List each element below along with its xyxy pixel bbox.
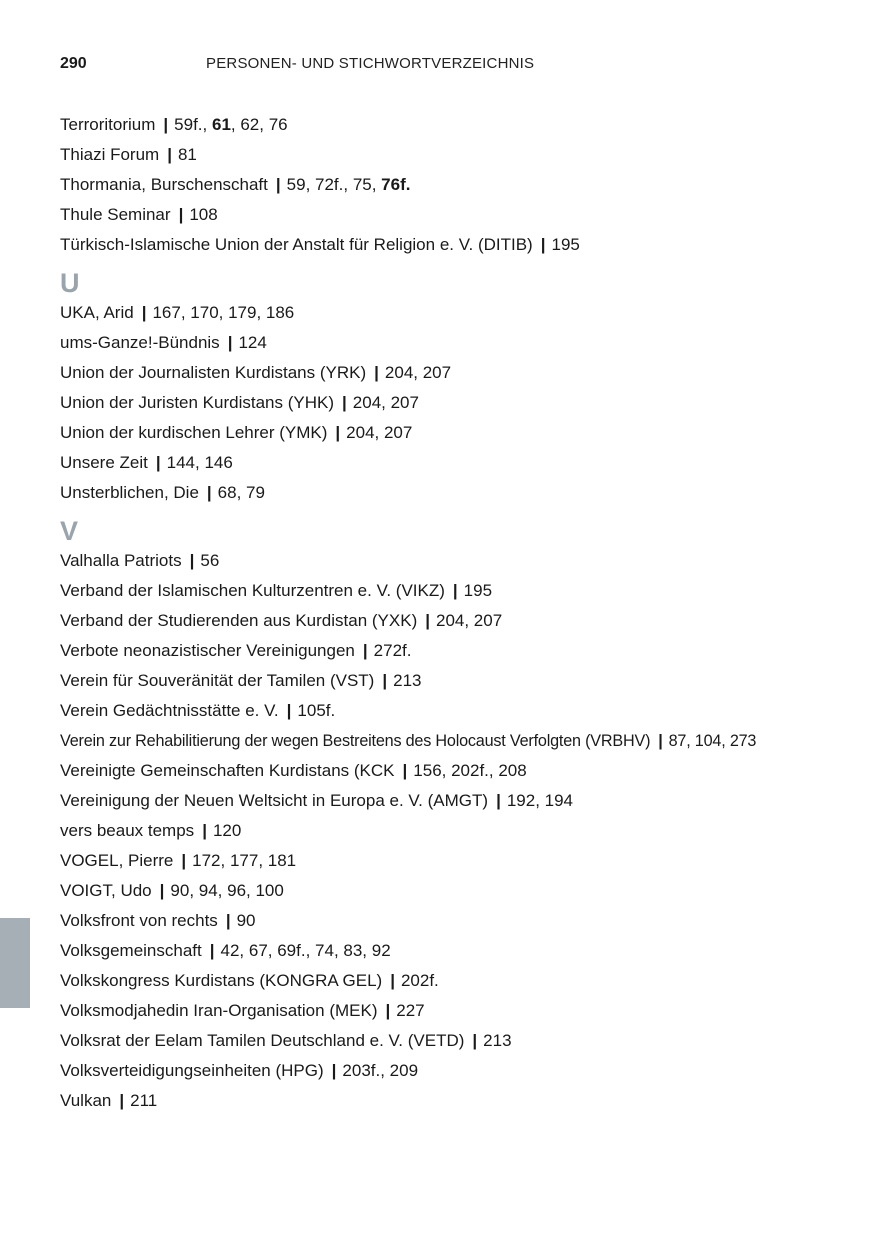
entry-page-refs [393, 671, 421, 690]
entry-separator: | [402, 761, 408, 780]
index-entry [60, 1056, 860, 1086]
entry-separator: | [206, 483, 212, 502]
entry-term: Verband der Studierenden aus Kurdistan (YXK) [60, 611, 418, 630]
entry-separator: | [225, 911, 231, 930]
entry-term: Thiazi Forum [60, 145, 160, 164]
entry-term: Unsterblichen, Die [60, 483, 199, 502]
index-entry [60, 170, 860, 200]
entry-page-refs [200, 551, 219, 570]
page-ref: 68, 79 [217, 483, 265, 502]
index-entry [60, 666, 860, 696]
entry-separator: | [155, 453, 161, 472]
entry-term: Union der Journalisten Kurdistans (YRK) [60, 363, 367, 382]
entry-page-refs [297, 701, 335, 720]
page-ref: 203f., 209 [342, 1061, 419, 1080]
entry-separator: | [540, 235, 546, 254]
entry-separator: | [496, 791, 501, 810]
entry-page-refs [238, 333, 266, 352]
index-entry [60, 388, 860, 418]
page-ref: 211 [130, 1091, 158, 1110]
index-entry [60, 966, 860, 996]
entry-term: Valhalla Patriots [60, 551, 182, 570]
entry-page-refs [374, 641, 412, 660]
entry-term: Volksmodjahedin Iran-Organisation (MEK) [60, 1001, 378, 1020]
page-ref: 204, 207 [352, 393, 419, 412]
entry-separator: | [342, 393, 347, 412]
entry-separator: | [335, 423, 341, 442]
page-ref: 156, 202f., 208 [413, 761, 527, 780]
running-title: PERSONEN- UND STICHWORTVERZEICHNIS [206, 55, 535, 72]
page-ref: 42, 67, 69f., 74, 83, 92 [220, 941, 391, 960]
entry-separator: | [209, 941, 215, 960]
entry-term: Terroritorium [60, 115, 156, 134]
entry-page-refs [346, 423, 412, 442]
page-ref: 87, 104, 273 [668, 732, 757, 750]
index-entry [60, 786, 860, 816]
page-ref: 213 [393, 671, 422, 690]
entry-separator: | [331, 1061, 337, 1080]
page-ref: 202f. [400, 971, 439, 990]
letter-heading: V [60, 516, 79, 546]
entry-page-refs [221, 941, 391, 960]
index-entry [60, 418, 860, 448]
index-entry [60, 1026, 860, 1056]
entry-term: Vereinigte Gemeinschaften Kurdistans (KCK [60, 761, 395, 780]
index-entry [60, 478, 860, 508]
index-entry [60, 996, 860, 1026]
entry-term: VOGEL, Pierre [60, 851, 174, 870]
entry-page-refs [237, 911, 256, 930]
page-ref: 195 [551, 235, 580, 254]
entry-separator: | [181, 851, 187, 870]
entry-term: Verband der Islamischen Kulturzentren e. V. (VIKZ) [60, 581, 445, 600]
page-ref: 172, 177, 181 [192, 851, 297, 870]
entry-page-refs [174, 115, 287, 134]
index-entry [60, 576, 860, 606]
entry-separator: | [141, 303, 147, 322]
index-entry [60, 546, 860, 576]
entry-term: Verein für Souveränität der Tamilen (VST) [60, 671, 375, 690]
entry-page-refs [130, 1091, 157, 1110]
entry-page-refs [413, 761, 526, 780]
entry-term: Türkisch-Islamische Union der Anstalt für Religion e. V. (DITIB) [60, 235, 533, 254]
index-entry [60, 636, 860, 666]
page-ref: 105f. [297, 701, 336, 720]
page-ref-primary: 61 [211, 115, 231, 134]
page-header [60, 55, 837, 79]
page-ref: 227 [396, 1001, 425, 1020]
entry-term: Unsere Zeit [60, 453, 148, 472]
page-ref: 124 [238, 333, 267, 352]
page-ref: 81 [177, 145, 197, 164]
index-entry [60, 298, 860, 328]
entry-page-refs [401, 971, 439, 990]
page-ref: 59, 72f., 75, [286, 175, 382, 194]
entry-term: Vereinigung der Neuen Weltsicht in Europa e. V. (AMGT) [60, 791, 489, 810]
entry-separator: | [382, 671, 388, 690]
entry-separator: | [658, 732, 663, 750]
entry-page-refs [483, 1031, 511, 1050]
index-entry [60, 328, 860, 358]
entry-page-refs [178, 145, 197, 164]
entry-page-refs [287, 175, 411, 194]
index-entry [60, 816, 860, 846]
entry-page-refs [464, 581, 492, 600]
index-entry [60, 140, 860, 170]
entry-term: Volksverteidigungseinheiten (HPG) [60, 1061, 324, 1080]
page-ref: 144, 146 [166, 453, 233, 472]
index-entry [60, 936, 860, 966]
index-entry [60, 846, 860, 876]
entry-separator: | [362, 641, 368, 660]
entry-page-refs [436, 611, 502, 630]
entry-separator: | [452, 581, 458, 600]
entry-term: Thule Seminar [60, 205, 171, 224]
entry-term: Volksgemeinschaft [60, 941, 202, 960]
entry-separator: | [374, 363, 379, 382]
entry-page-refs [189, 205, 217, 224]
entry-page-refs [353, 393, 419, 412]
entry-term: vers beaux temps [60, 821, 195, 840]
entry-term: VOIGT, Udo [60, 881, 152, 900]
index-entry [60, 696, 860, 726]
entry-separator: | [286, 701, 292, 720]
entry-term: Volksfront von rechts [60, 911, 218, 930]
entry-term: Union der Juristen Kurdistans (YHK) [60, 393, 335, 412]
entry-page-refs [213, 821, 241, 840]
entry-page-refs [669, 732, 757, 750]
entry-page-refs [152, 303, 294, 322]
letter-heading: U [60, 268, 80, 298]
thumb-index-tab [0, 918, 30, 1008]
entry-page-refs [218, 483, 265, 502]
page-ref: 204, 207 [346, 423, 413, 442]
index-entry [60, 606, 860, 636]
entry-page-refs [167, 453, 233, 472]
index-entry [60, 448, 860, 478]
entry-term: Verein Gedächtnisstätte e. V. [60, 701, 279, 720]
index-entry [60, 906, 860, 936]
page-ref: 56 [200, 551, 220, 570]
index-entry [60, 358, 860, 388]
index-entry [60, 876, 860, 906]
index-entry [60, 200, 860, 230]
index-entry [60, 230, 860, 260]
page-ref: 59f., [174, 115, 212, 134]
entry-page-refs [507, 791, 573, 810]
page-ref: 120 [212, 821, 242, 840]
entry-term: Volkskongress Kurdistans (KONGRA GEL) [60, 971, 383, 990]
entry-term: Union der kurdischen Lehrer (YMK) [60, 423, 328, 442]
entry-separator: | [385, 1001, 391, 1020]
entry-page-refs [385, 363, 451, 382]
entry-page-refs [396, 1001, 424, 1020]
entry-page-refs [551, 235, 579, 254]
index-entry [60, 1086, 860, 1116]
page-ref-primary: 76f. [381, 175, 411, 194]
entry-separator: | [275, 175, 281, 194]
entry-term: Verein zur Rehabilitierung der wegen Bestreitens des Holocaust Verfolgten (VRBHV) [60, 732, 651, 750]
page-ref: 204, 207 [384, 363, 452, 382]
entry-page-refs [170, 881, 283, 900]
index-entry [60, 726, 860, 756]
page-ref: 90 [236, 911, 256, 930]
entry-separator: | [163, 115, 169, 134]
page-ref: , 62, 76 [230, 115, 288, 134]
entry-separator: | [227, 333, 233, 352]
entry-term: Verbote neonazistischer Vereinigungen [60, 641, 355, 660]
entry-separator: | [390, 971, 395, 990]
page-ref: 213 [483, 1031, 512, 1050]
entry-page-refs [342, 1061, 418, 1080]
entry-term: Volksrat der Eelam Tamilen Deutschland e. V. (VETD) [60, 1031, 465, 1050]
entry-separator: | [159, 881, 165, 900]
index-entry [60, 756, 860, 786]
entry-separator: | [178, 205, 184, 224]
page-ref: 167, 170, 179, 186 [152, 303, 295, 322]
index-entry [60, 110, 860, 140]
entry-separator: | [167, 145, 172, 164]
page-ref: 204, 207 [436, 611, 503, 630]
entry-separator: | [425, 611, 430, 630]
page-ref: 195 [463, 581, 493, 600]
entry-term: Thormania, Burschenschaft [60, 175, 268, 194]
page-ref: 90, 94, 96, 100 [170, 881, 284, 900]
index-list [60, 110, 860, 1116]
entry-separator: | [189, 551, 195, 570]
entry-separator: | [119, 1091, 125, 1110]
page-ref: 108 [189, 205, 218, 224]
entry-separator: | [202, 821, 207, 840]
page-number: 290 [60, 55, 87, 72]
entry-term: ums-Ganze!-Bündnis [60, 333, 220, 352]
entry-separator: | [472, 1031, 478, 1050]
entry-term: UKA, Arid [60, 303, 134, 322]
entry-page-refs [192, 851, 296, 870]
entry-term: Vulkan [60, 1091, 112, 1110]
page-ref: 272f. [373, 641, 412, 660]
page-ref: 192, 194 [506, 791, 574, 810]
